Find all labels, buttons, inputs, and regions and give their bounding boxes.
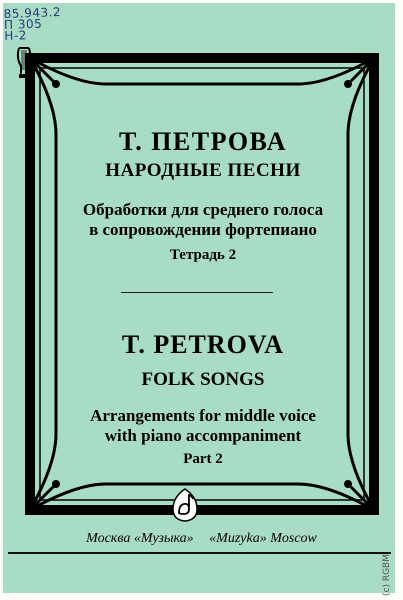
description-ru-line-1: Обработки для среднего голоса bbox=[82, 200, 324, 219]
bottom-rule bbox=[8, 552, 391, 554]
publisher-ru: Москва «Музыка» bbox=[86, 531, 194, 546]
library-watermark: (c) RGBM bbox=[382, 554, 392, 596]
shelfmark-line-1: 85.943.2 bbox=[3, 5, 62, 22]
publisher-en: «Muzyka» Moscow bbox=[209, 531, 317, 546]
publisher-logo-icon bbox=[170, 487, 200, 523]
shelfmark-line-2: П 305 bbox=[3, 16, 43, 32]
description-en-line-2: with piano accompaniment bbox=[104, 426, 302, 445]
description-en bbox=[40, 406, 366, 446]
title-ru: НАРОДНЫЕ ПЕСНИ bbox=[105, 160, 301, 181]
description-ru bbox=[40, 200, 366, 240]
shelfmark-line-3: Н-2 bbox=[4, 28, 28, 43]
part-ru: Тетрадь 2 bbox=[169, 247, 237, 263]
author-en: T. PETROVA bbox=[121, 330, 285, 359]
description-en-line-1: Arrangements for middle voice bbox=[90, 406, 316, 425]
part-en: Part 2 bbox=[183, 451, 223, 467]
handwritten-shelfmark bbox=[3, 7, 62, 42]
divider bbox=[121, 292, 273, 293]
publisher-imprint bbox=[0, 531, 403, 547]
author-ru: Т. ПЕТРОВА bbox=[118, 127, 288, 156]
description-ru-line-2: в сопровождении фортепиано bbox=[89, 220, 317, 239]
lyre-icon bbox=[16, 44, 32, 80]
title-en: FOLK SONGS bbox=[141, 369, 265, 390]
